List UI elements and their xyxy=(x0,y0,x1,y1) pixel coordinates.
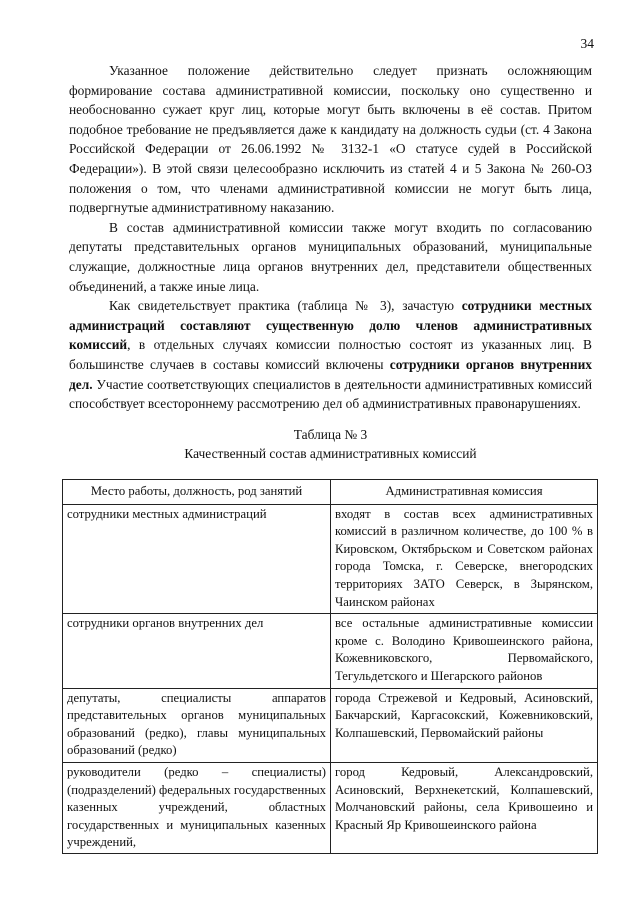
table-cell-workplace: депутаты, специалисты аппаратов представительных органов муниципальных образований (редко), главы муниципальных образований (редко) xyxy=(63,688,331,762)
table-row xyxy=(63,504,598,614)
paragraph-3-text-b: , в отдельных случаях комиссии полностью состоят из указанных лиц. В большинстве случаев в составы комиссий включены xyxy=(69,337,592,372)
composition-table xyxy=(62,479,598,854)
table-row xyxy=(63,762,598,853)
paragraph-2 xyxy=(69,218,592,296)
table-title: Качественный состав административных комиссий xyxy=(184,446,477,461)
paragraph-3 xyxy=(69,296,592,414)
table-cell-commission: города Стрежевой и Кедровый, Асиновский, Бакчарский, Каргасокский, Кожевниковский, Колпашевский, Первомайский районы xyxy=(331,688,598,762)
paragraph-3-bold-a: сотрудники местных администраций составляют существенную долю членов административных комиссий xyxy=(69,298,592,353)
body-text xyxy=(69,61,592,414)
table-number: Таблица № 3 xyxy=(293,427,368,442)
paragraph-3-bold-b: сотрудники органов внутренних дел. xyxy=(69,356,592,392)
table-row xyxy=(63,688,598,762)
table-row xyxy=(63,614,598,688)
column-header-commission: Административная комиссия xyxy=(331,480,598,505)
paragraph-3-text-a: Как свидетельствует практика (таблица № 3), зачастую xyxy=(109,298,462,314)
table-header-row xyxy=(63,480,598,505)
column-header-workplace: Место работы, должность, род занятий xyxy=(63,480,331,505)
paragraph-1-text: Указанное положение действительно следует признать осложняющим формирование состава административной комиссии, поскольку оно существенно и необоснованно сужает круг лиц, которые могут быть включены в её состав. Притом подобное требование не предъявляется даже к кандидату на должность судьи (ст. 4 Закона Российской Федерации от 26.06.1992 № 3132-1 «О статусе судей в Российской Федерации»). В этой связи целесообразно исключить из статей 4 и 5 Закона № 260-ОЗ положения о том, что членами административной комиссии не могут быть лица, подвергнутые административному наказанию. xyxy=(69,63,592,216)
paragraph-2-text: В состав административной комиссии также могут входить по согласованию депутаты представительных органов муниципальных образований, муниципальные служащие, должностные лица органов внутренних дел, представители общественных объединений, а также иные лица. xyxy=(69,219,592,294)
table-cell-workplace: руководители (редко – специалисты) (подразделений) федеральных государственных казенных учреждений, областных государственных и муниципальных казенных учреждений, xyxy=(63,762,331,853)
table-caption xyxy=(69,425,592,463)
paragraph-1 xyxy=(69,61,592,218)
table-cell-commission: все остальные административные комиссии кроме с. Володино Кривошеинского района, Кожевниковского, Первомайского, Тегульдетского и Шегарского районов xyxy=(331,614,598,688)
table-cell-commission: город Кедровый, Александровский, Асиновский, Верхнекетский, Колпашевский, Молчановский районы, села Кривошеино и Красный Яр Кривошеинского района xyxy=(331,762,598,853)
table-cell-workplace: сотрудники местных администраций xyxy=(63,504,331,614)
table-cell-workplace: сотрудники органов внутренних дел xyxy=(63,614,331,688)
paragraph-3-text-c: Участие соответствующих специалистов в деятельности административных комиссий способствует всестороннему рассмотрению дел об административных правонарушениях. xyxy=(69,376,592,412)
page-number: 34 xyxy=(580,36,594,51)
table-cell-commission: входят в состав всех административных комиссий в различном количестве, до 100 % в Кировском, Октябрьском и Советском районах города Томска, г. Северске, внегородских территориях ЗАТО Северск, в Зырянском, Чаинском районах xyxy=(331,504,598,614)
